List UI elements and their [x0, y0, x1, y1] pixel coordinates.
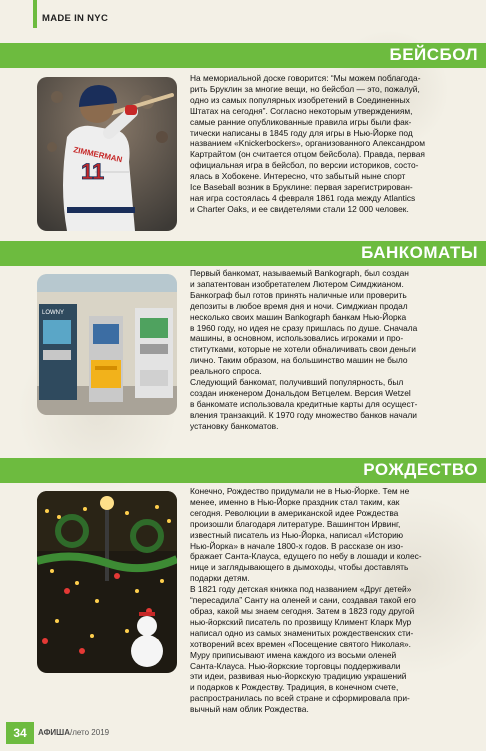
baseball-text: На мемориальной доске говорится: “Мы можем поблагода- рить Бруклин за многие вещи, но бейсбол — это, пожалуй, одно из самых популярных изобретений в Соединенных Штатах на сегодня”. Согласно некоторым утверждениям, самые ранние опубликованные правила игры были фак- тически написаны в 1845 году для игры в Нью-Йорке под названием «Knickerbockers», организованного Александром Картрайтом (он считается отцом бейсбола). Правда, первая официальная игра в бейсбол, по версии историков, состо- ялась в Хобокене. Интересно, что забытый ныне спорт Ice Baseball возник в Бруклине: первая зарегистрирован- ная игра состоялась 4 февраля 1861 года между Atlantics и Charter Oaks, и ее свидетелями стали 12 000 человек.	[190, 73, 425, 214]
christmas-text: Конечно, Рождество придумали не в Нью-Йорке. Тем не менее, именно в Нью-Йорке праздник стал таким, как сегодня. Революции в американской идее Рождества произошли благодаря литературе. Вашингтон Ирвинг, известный писатель из Нью-Йорка, написал «Историю Нью-Йорка» в начале 1800-х годов. В рассказе он изо- бражает Санта-Клауса, едущего по небу в лошади и колес- нице и заглядывающего в дымоходы, чтобы доставлять подарки детям. В 1821 году детская книжка под названием «Друг детей» “пересадила” Санту на оленей и сани, создавая такой его образ, какой мы знаем сегодня. Затем в 1823 году другой нью-йоркский писатель по прозвищу Климент Кларк Мур написал одно из самых знаменитых рождественских сти- хотворений всех времен «Посещение святого Николая». Муру приписывают имена каждого из восьми оленей Санта-Клауса. Нью-йоркские торговцы поддерживали эти идеи, развивая нью-йоркскую традицию украшений и подарков к Рождеству. Традиция, в конечном счете, распространилась по всей стране и сформировала при- вычный нам облик Рождества.	[190, 486, 422, 715]
jersey-number: 11	[81, 159, 105, 184]
baseball-photo	[37, 77, 177, 231]
atm-label: LOWNY	[42, 310, 65, 316]
christmas-lights-image	[37, 491, 177, 673]
section-title: РОЖДЕСТВО	[363, 460, 478, 479]
christmas-photo	[37, 491, 177, 673]
baseball-player-image	[37, 77, 177, 231]
issue-label: /лето 2019	[69, 728, 110, 737]
magazine-issue	[38, 728, 109, 737]
magazine-name: АФИША	[38, 728, 70, 737]
section-title: БАНКОМАТЫ	[361, 243, 478, 262]
atm-photo	[37, 274, 177, 415]
section-header-christmas	[0, 458, 486, 483]
section-header-atm	[0, 241, 486, 266]
atm-machines-image	[37, 274, 177, 415]
atm-text: Первый банкомат, называемый Bankograph, был создан и запатентован изобретателем Лютером Симджианом. Банкограф был готов принять наличные или проверить депозиты в любое время дня и ночи. Симджиан продал несколько своих машин Bankograph банкам Нью-Йорка в 1960 году, но идея не сразу пришлась по душе. Сначала машины, в основном, использовались игроками и про- ститутками, которые не хотели обналичивать свои деньги лично. Таким образом, на большинство машин не было реального спроса. Следующий банкомат, получивший популярность, был создан инженером Дональдом Ветцелем. Версия Wetzel в банкомате использовала кредитные карты для осущест- вления транзакций. К 1970 году множество банков начали установку банкоматов.	[190, 268, 418, 431]
section-label: MADE IN NYC	[42, 13, 109, 24]
section-title: БЕЙСБОЛ	[389, 45, 478, 64]
section-marker	[33, 0, 37, 28]
jersey-name: ZIMMERMAN	[72, 145, 124, 165]
section-header-baseball	[0, 43, 486, 68]
page-number: 34	[6, 722, 34, 744]
